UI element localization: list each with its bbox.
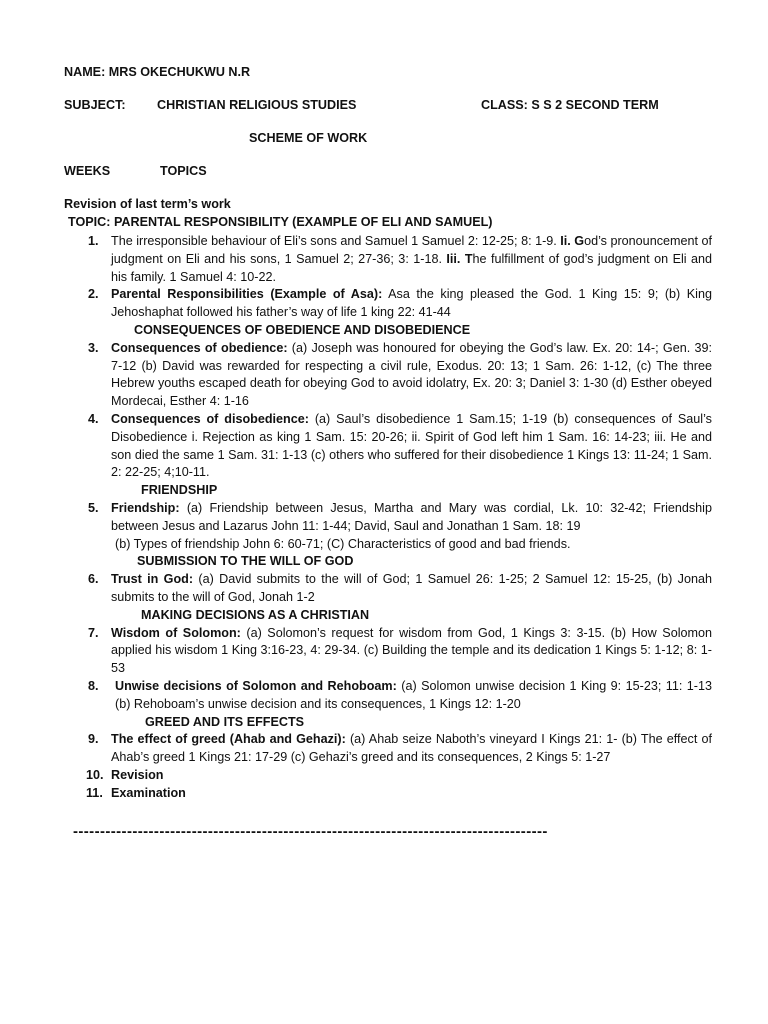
item-text: (a) Joseph was honoured for obeying the God’s law. Ex. 20: 14-; Gen. 39: 7-12 (b) David was rewarded for respecting a civil rule, Exodus. 20: 13; 1 Sam. 26: 1-12, (c) The three Hebrew youths escaped death for obeying God to avoid idolatry, Ex. 20: 3; Daniel 3: 1-30 (d) Esther obeyed Mordecai, Esther 4: 1-16 [111, 340, 712, 409]
item-number: 3. [88, 340, 99, 355]
list-item-7 [0, 625, 712, 678]
list-item-9 [0, 731, 712, 767]
item-text: he fulfillment of god’s judgment on Eli and his family. 1 Samuel 4: 10-22. [111, 251, 713, 284]
topics-column-label: TOPICS [160, 164, 207, 178]
list-item-2 [0, 286, 712, 322]
item-number: 6. [88, 572, 99, 587]
section-heading: SUBMISSION TO THE WILL OF GOD [137, 554, 354, 569]
item-text: od’s pronouncement of judgment on Eli and his sons, 1 Samuel 2; 27-36; 3: 1-18. [111, 234, 712, 266]
item-text: (a) Solomon’s request for wisdom from God, 1 Kings 3: 3-15. (b) How Solomon applied his wisdom 1 King 3:16-23, 4: 29-34. (c) Building the temple and its dedication 1 Kings 5: 1-12; 8: 1-53 [111, 625, 712, 676]
item-continuation: (b) Types of friendship John 6: 60-71; (C) Characteristics of good and bad friends. [115, 536, 571, 551]
topics-list [0, 233, 768, 803]
item-bold-text: Consequences of obedience: [111, 340, 288, 355]
item-number: 8. [88, 678, 99, 693]
item-number: 11. [86, 785, 103, 800]
item-bold-text: Revision [111, 767, 164, 782]
item-bold-text: Ii. G [560, 234, 585, 248]
item-bold-text: Parental Responsibilities (Example of Asa): [111, 287, 383, 302]
document-title: SCHEME OF WORK [249, 131, 368, 145]
item-number: 2. [88, 287, 99, 302]
item-bold-text: Trust in God: [111, 572, 194, 587]
divider-line: ---------------------------------------------------------------------------------------- [73, 823, 548, 839]
list-item-4 [0, 411, 712, 482]
item-number: 10. [86, 767, 104, 782]
item-number: 7. [88, 625, 99, 640]
item-text: (a) Saul’s disobedience 1 Sam.15; 1-19 (b) consequences of Saul’s Disobedience i. Rejection as king 1 Sam. 15: 20-26; ii. Spirit of God left him 1 Sam. 16: 14-23; iii. He and son died the same 1 Sam. 31: 1-13 (c) others who suffered for their disobedience 1 Kings 13: 11-24; 1 Sam. 2: 22-25; 4;10-11. [111, 411, 712, 480]
topic-line: TOPIC: PARENTAL RESPONSIBILITY (EXAMPLE OF ELI AND SAMUEL) [68, 215, 493, 229]
section-heading: MAKING DECISIONS AS A CHRISTIAN [141, 607, 370, 622]
section-heading: FRIENDSHIP [141, 483, 218, 498]
item-bold-text: Friendship: [111, 500, 180, 515]
list-item-8 [0, 678, 712, 714]
list-item-10 [0, 767, 712, 785]
item-text: The irresponsible behaviour of Eli’s sons and Samuel 1 Samuel 2: 12-25; 8: 1-9. [111, 234, 561, 248]
item-bold-text: Iii. T [446, 251, 473, 266]
item-bold-text: Unwise decisions of Solomon and Rehoboam: [115, 678, 397, 693]
subject-value: CHRISTIAN RELIGIOUS STUDIES [157, 98, 357, 112]
class-label: CLASS: S S 2 SECOND TERM [481, 98, 659, 112]
item-bold-text: Wisdom of Solomon: [111, 625, 241, 640]
item-text: (a) Friendship between Jesus, Martha and Mary was cordial, Lk. 10: 32-42; Friendship between Jesus and Lazarus John 11: 1-44; David, Saul and Jonathan 1 Sam. 18: 19 [111, 500, 712, 533]
item-number: 9. [88, 732, 99, 747]
weeks-column-label: WEEKS [64, 164, 111, 178]
section-heading: CONSEQUENCES OF OBEDIENCE AND DISOBEDIENCE [134, 322, 471, 337]
item-number: 5. [88, 500, 99, 515]
list-item-3 [0, 340, 712, 411]
revision-line: Revision of last term’s work [64, 197, 231, 211]
item-number: 4. [88, 411, 99, 426]
item-bold-text: Consequences of disobedience: [111, 411, 309, 426]
list-item-11 [0, 785, 712, 803]
item-bold-text: The effect of greed (Ahab and Gehazi): [111, 732, 346, 747]
subject-label: SUBJECT: [64, 98, 126, 112]
item-bold-text: Examination [111, 785, 186, 800]
list-item-1 [0, 233, 712, 286]
list-item-5 [0, 500, 712, 536]
section-heading: GREED AND ITS EFFECTS [145, 714, 305, 729]
item-number: 1. [88, 234, 99, 248]
item-text: (a) David submits to the will of God; 1 Samuel 26: 1-25; 2 Samuel 12: 15-25, (b) Jonah submits to the will of God, Jonah 1-2 [111, 572, 712, 604]
item-text: Asa the king pleased the God. 1 King 15: 9; (b) King Jehoshaphat followed his father’s way of life 1 king 22: 41-44 [111, 287, 712, 320]
list-item-6 [0, 571, 712, 607]
item-text: (a) Solomon unwise decision 1 King 9: 15-23; 11: 1-13 (b) Rehoboam’s unwise decision and its consequences, 1 Kings 12: 1-20 [115, 678, 712, 711]
teacher-name: NAME: MRS OKECHUKWU N.R [64, 65, 251, 79]
item-text: (a) Ahab seize Naboth’s vineyard I Kings 21: 1- (b) The effect of Ahab’s greed 1 Kings 21: 17-29 (c) Gehazi’s greed and its consequences, 2 Kings 5: 1-27 [111, 732, 712, 765]
